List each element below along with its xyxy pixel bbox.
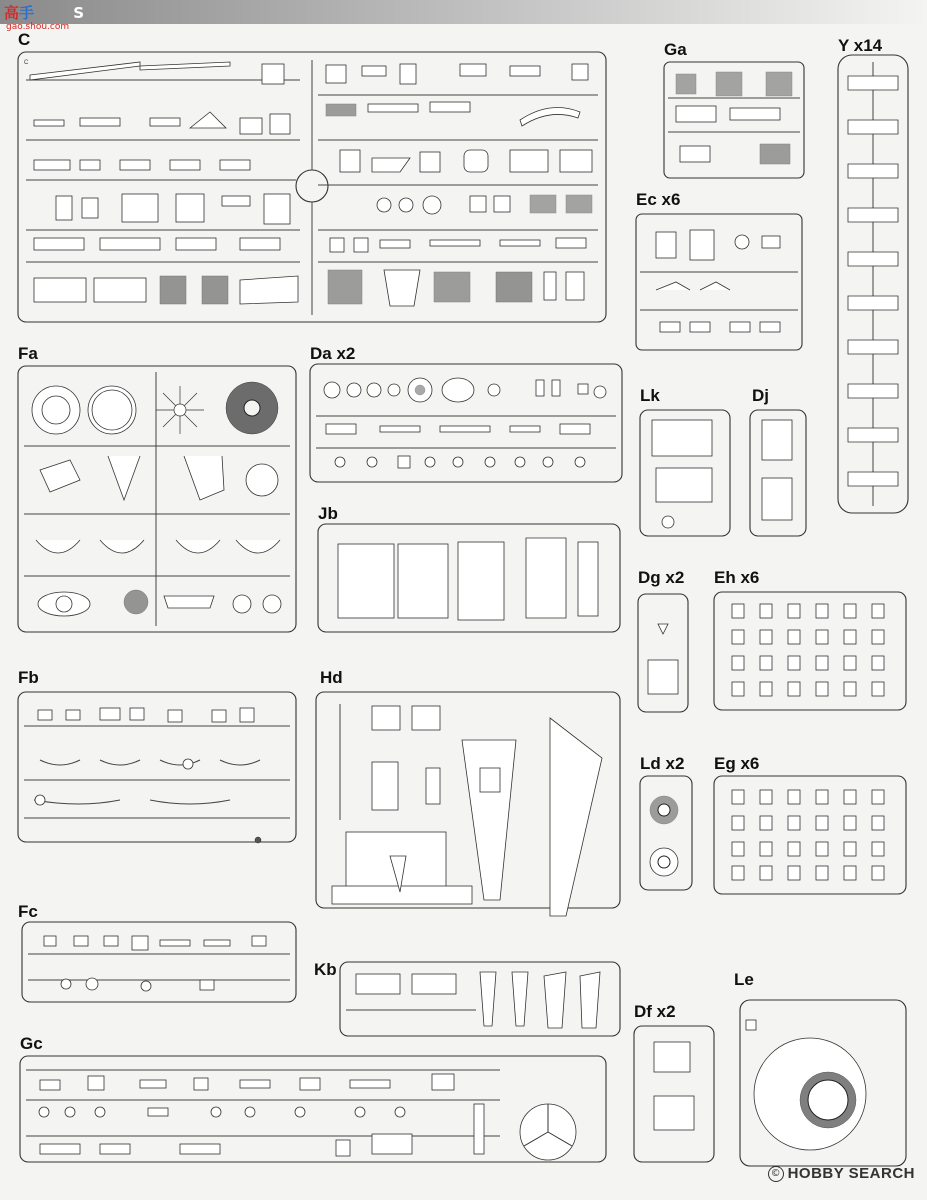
sprue-Jb-frame (318, 524, 620, 632)
hobby-search-watermark (768, 1165, 915, 1182)
sprue-label-Eg: Eg x6 (714, 754, 760, 773)
sprue-Dg-frame (638, 594, 688, 712)
sprue-label-Kb: Kb (314, 960, 337, 979)
sprue-Da-frame (310, 364, 622, 482)
sprue-label-Eh: Eh x6 (714, 568, 760, 587)
sprue-label-Fa: Fa (18, 344, 38, 363)
sprue-Ec-frame (636, 214, 802, 350)
sprue-label-Gc: Gc (20, 1034, 43, 1053)
sprue-Gc-frame (20, 1056, 606, 1162)
sprue-label-Ld: Ld x2 (640, 754, 685, 773)
sprue-Df-frame (634, 1026, 714, 1162)
site-url: gao.shou.com (6, 22, 70, 32)
sprue-label-Da: Da x2 (310, 344, 356, 363)
sprue-Lk-frame (640, 410, 730, 536)
watermark-brand: HOBBY SEARCH (787, 1165, 915, 1182)
sprue-label-Df: Df x2 (634, 1002, 676, 1021)
sprue-label-Fc: Fc (18, 902, 38, 921)
sprue-Hd-frame (316, 692, 620, 916)
sprue-Eg-frame (714, 776, 906, 894)
sprue-Fa-frame (18, 366, 296, 632)
sprue-Kb-frame (340, 962, 620, 1036)
sprue-C-frame (18, 52, 606, 322)
sprue-Le-frame (740, 1000, 906, 1166)
sprue-Eh-frame (714, 592, 906, 710)
sprue-Ga-frame (664, 62, 804, 178)
copyright-icon: © (768, 1166, 784, 1182)
sprue-Y-frame (838, 55, 908, 513)
sprue-Dj-frame (750, 410, 806, 536)
sprue-label-Jb: Jb (318, 504, 338, 523)
sprue-Fc-frame (22, 922, 296, 1002)
svg-text:C: C (24, 60, 29, 66)
sprue-label-Ec: Ec x6 (636, 190, 681, 209)
sprue-label-C: C (18, 30, 31, 49)
sprue-label-Hd: Hd (320, 668, 343, 687)
sprue-label-Dg: Dg x2 (638, 568, 685, 587)
sprue-label-Lk: Lk (640, 386, 660, 405)
sprue-label-Fb: Fb (18, 668, 39, 687)
sprue-label-Ga: Ga (664, 40, 687, 59)
sprue-label-Le: Le (734, 970, 754, 989)
sprue-Fb-frame (18, 692, 296, 843)
sprue-Ld-frame (640, 776, 692, 890)
sprue-label-Y: Y x14 (838, 36, 883, 55)
site-logo: 高手 S (4, 4, 85, 22)
sprue-label-Dj: Dj (752, 386, 769, 405)
